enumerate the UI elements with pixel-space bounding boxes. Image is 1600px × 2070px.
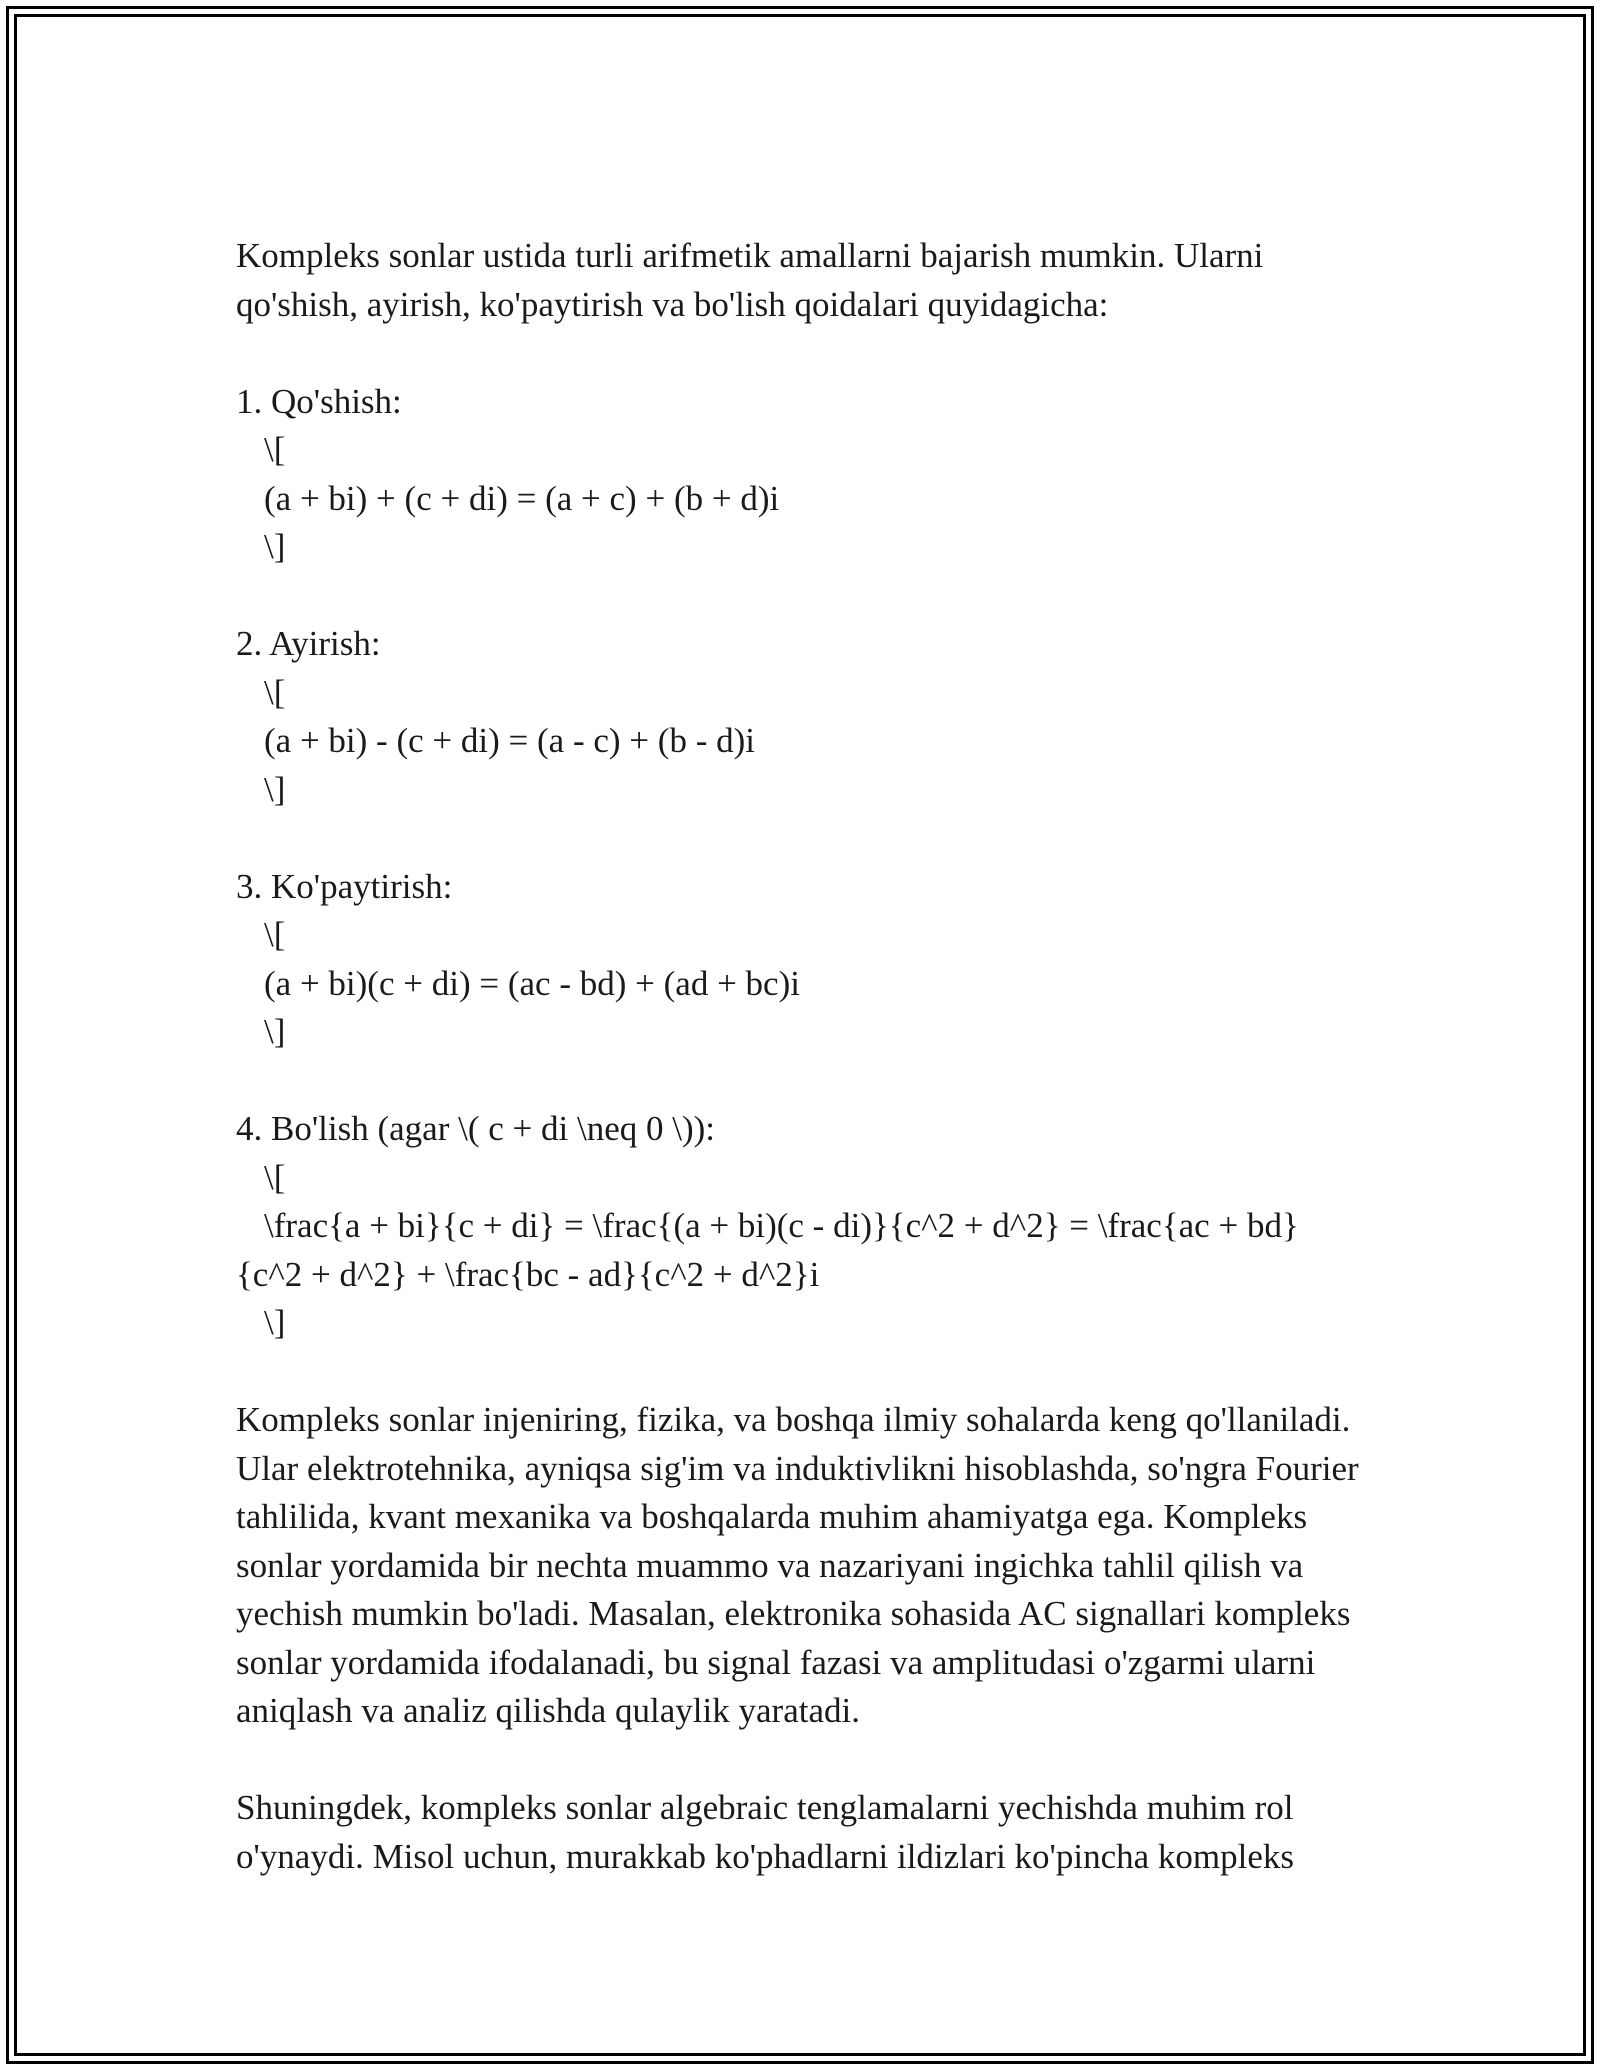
rule-heading: 3. Ko'paytirish: bbox=[236, 866, 453, 906]
spacer bbox=[236, 329, 1386, 378]
rule-subtraction bbox=[236, 620, 1386, 814]
formula: (a + bi) - (c + di) = (a - c) + (b - d)i bbox=[264, 721, 755, 760]
rule-heading: 4. Bo'lish (agar \( c + di \neq 0 \)): bbox=[236, 1109, 715, 1148]
math-open-delimiter: \[ bbox=[264, 430, 286, 469]
rule-division bbox=[236, 1105, 1386, 1348]
spacer bbox=[236, 814, 1386, 863]
rule-heading: 2. Ayirish: bbox=[236, 624, 381, 663]
rule-heading: 1. Qo'shish: bbox=[236, 381, 402, 421]
math-open-delimiter: \[ bbox=[264, 1157, 286, 1197]
rule-multiplication bbox=[236, 863, 1386, 1057]
algebra-paragraph: Shuningdek, kompleks sonlar algebraic tenglamalarni yechishda muhim rol o'ynaydi. Misol uchun, murakkab ko'phadlarni ildizlari ko'pincha kompleks bbox=[236, 1788, 1303, 1876]
math-close-delimiter: \] bbox=[264, 1012, 286, 1051]
applications-paragraph: Kompleks sonlar injeniring, fizika, va boshqa ilmiy sohalarda keng qo'llaniladi. Ular elektrotehnika, ayniqsa sig'im va induktivlikni hisoblashda, so'ngra Fourier tahlilida, kvant mexanika va boshqalarda muhim ahamiyatga ega. Kompleks sonlar yordamida bir nechta muammo va nazariyani ingichka tahlil qilish va yechish mumkin bo'ladi. Masalan, elektronika sohasida AC signallari kompleks sonlar yordamida ifodalanadi, bu signal fazasi va amplitudasi o'zgarmi ularni aniqlash va analiz qilishda qulaylik yaratadi. bbox=[236, 1400, 1368, 1730]
formula: (a + bi)(c + di) = (ac - bd) + (ad + bc)i bbox=[264, 963, 800, 1003]
intro-paragraph: Kompleks sonlar ustida turli arifmetik amallarni bajarish mumkin. Ularni qo'shish, ayirish, ko'paytirish va bo'lish qoidalari quyidagicha: bbox=[236, 236, 1273, 324]
formula: (a + bi) + (c + di) = (a + c) + (b + d)i bbox=[264, 478, 780, 518]
spacer bbox=[236, 572, 1386, 621]
math-open-delimiter: \[ bbox=[264, 672, 286, 712]
formula-line-1: \frac{a + bi}{c + di} = \frac{(a + bi)(c - di)}{c^2 + d^2} = \frac{ac + bd} bbox=[264, 1206, 1299, 1245]
math-close-delimiter: \] bbox=[264, 1303, 286, 1342]
spacer bbox=[236, 1348, 1386, 1397]
spacer bbox=[236, 1736, 1386, 1785]
document-body bbox=[236, 232, 1386, 1881]
spacer bbox=[236, 1057, 1386, 1106]
math-close-delimiter: \] bbox=[264, 527, 286, 566]
math-open-delimiter: \[ bbox=[264, 915, 286, 954]
math-close-delimiter: \] bbox=[264, 769, 286, 809]
rule-addition bbox=[236, 378, 1386, 572]
formula-line-2: {c^2 + d^2} + \frac{bc - ad}{c^2 + d^2}i bbox=[236, 1254, 820, 1294]
